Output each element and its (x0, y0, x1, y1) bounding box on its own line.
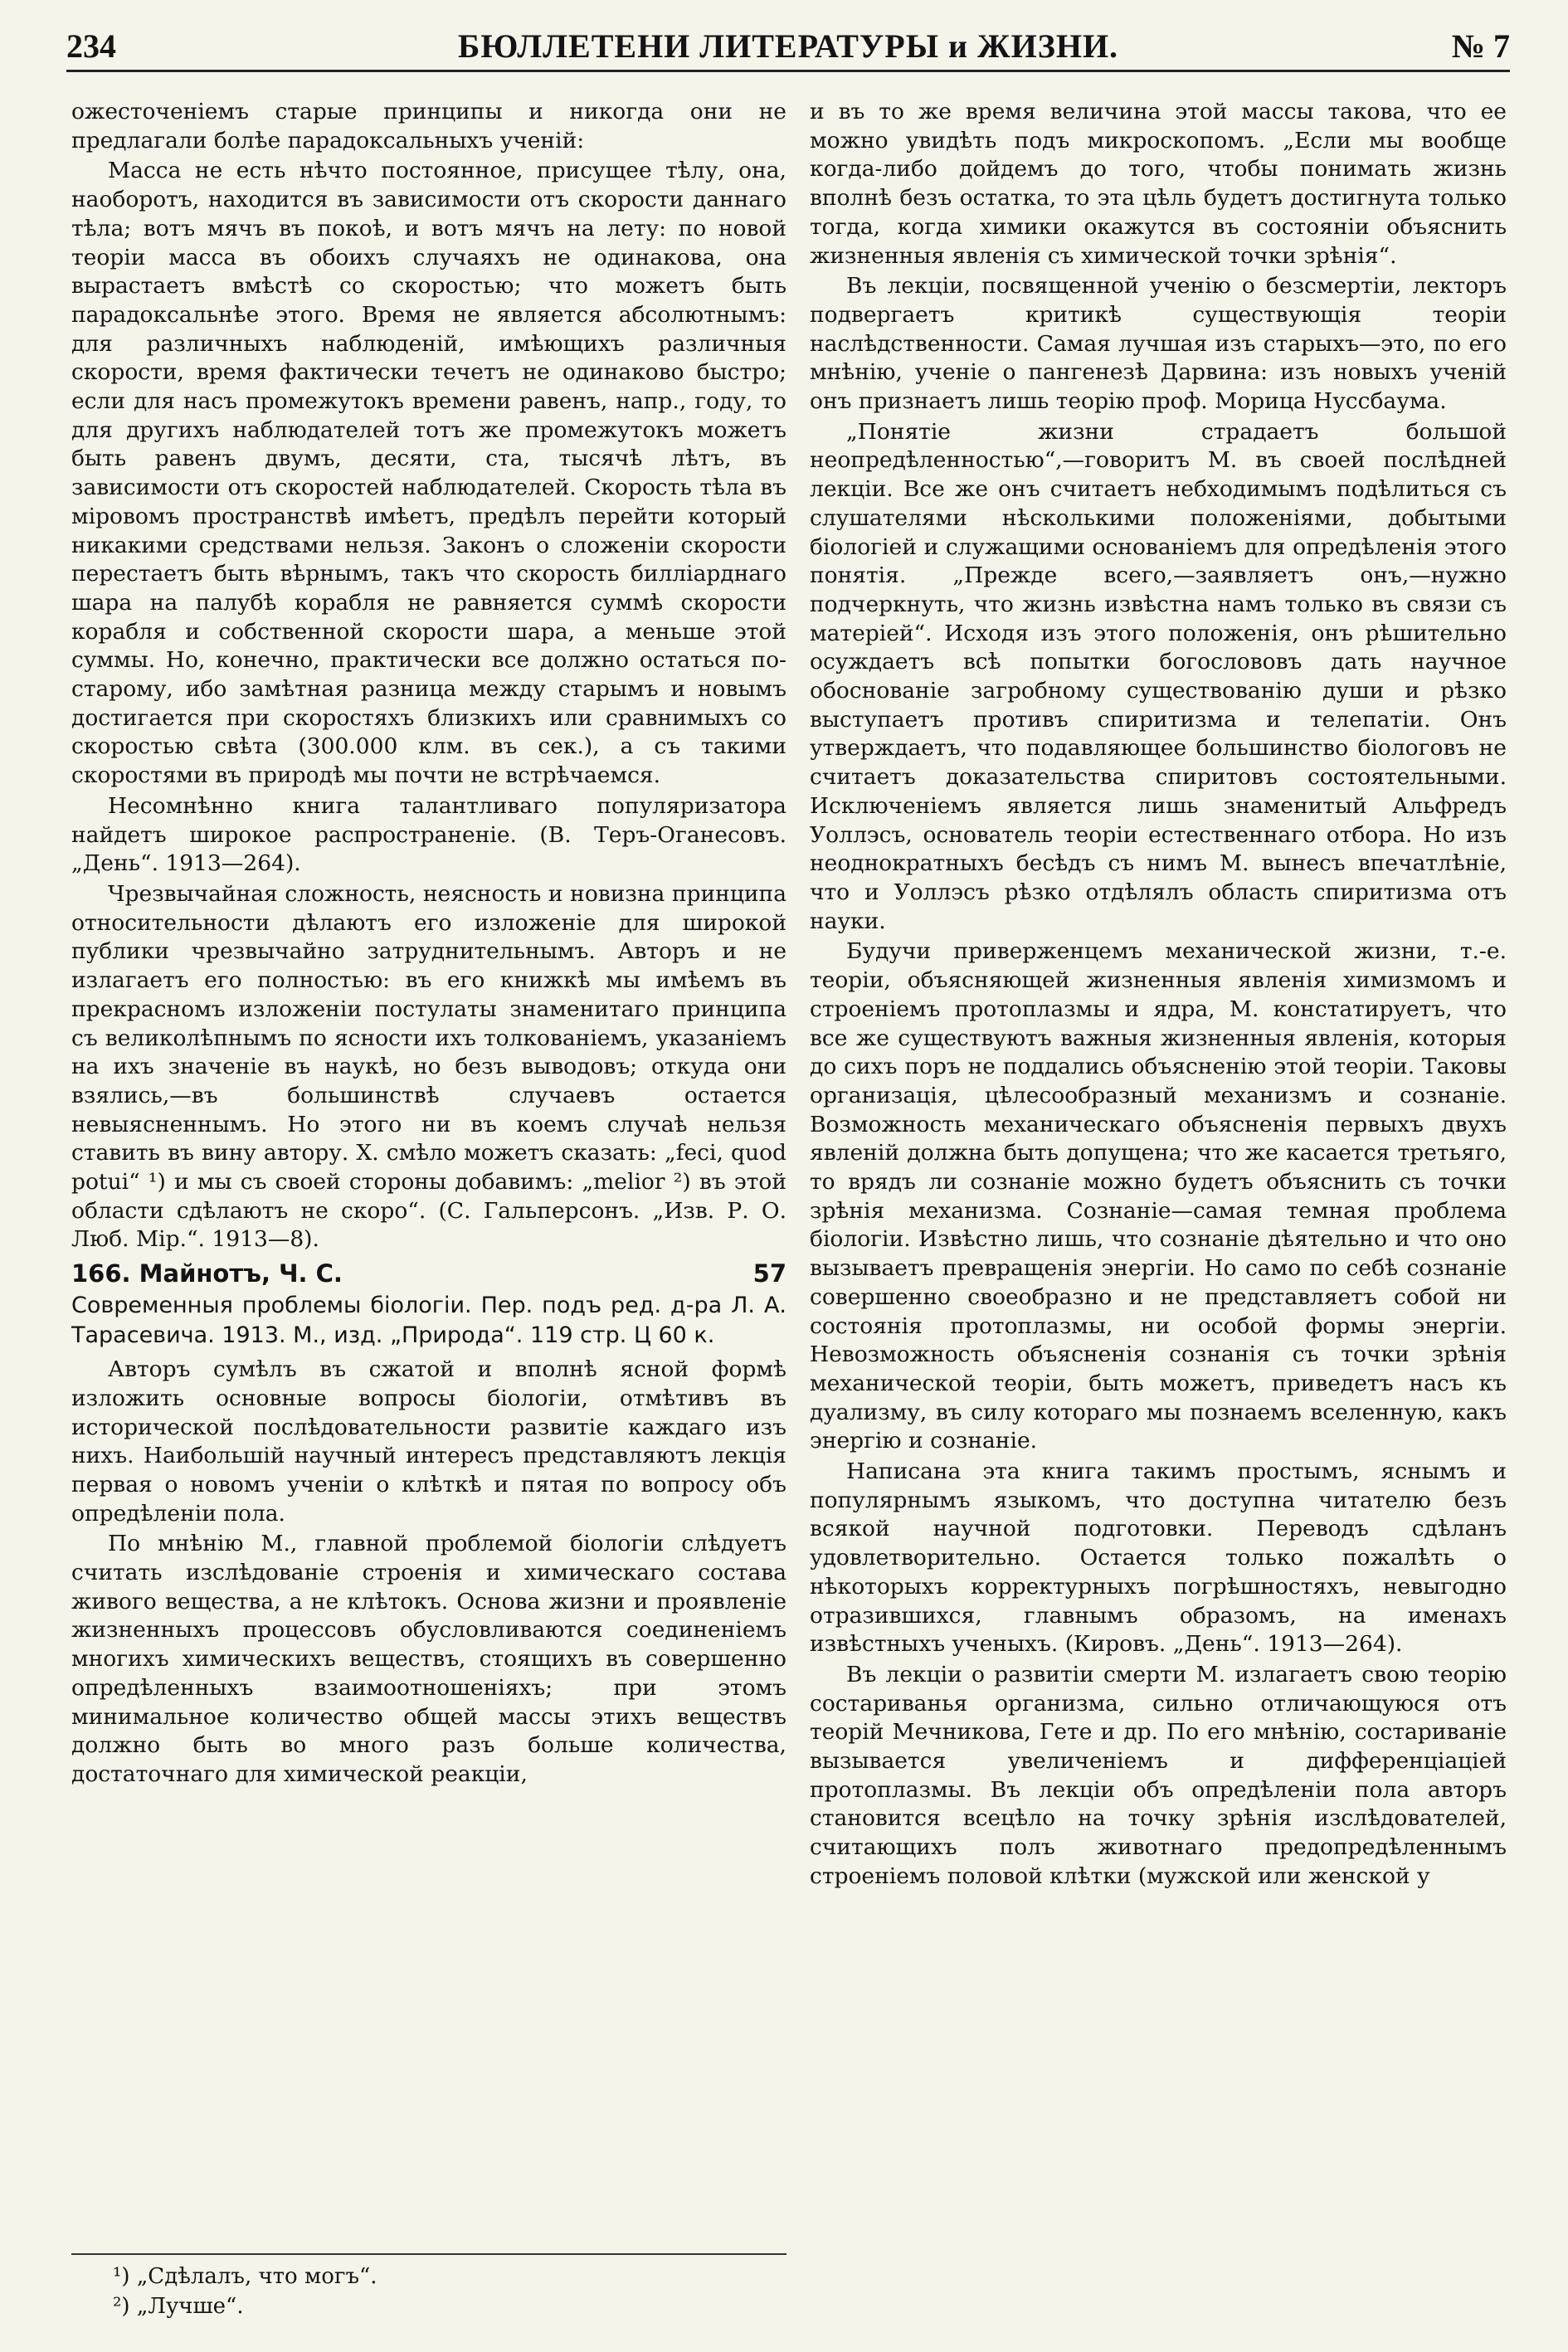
page-number: 234 (66, 27, 116, 65)
entry-description: Современныя проблемы бiологiи. Пер. подъ ред. д-ра Л. А. Тарасевича. 1913. М., изд. „Природа“. 119 стр. Ц 60 к. (71, 1293, 786, 1349)
paragraph: Будучи приверженцемъ механической жизни, т.-е. теорiи, объясняющей жизненныя явленiя химизмомъ и строенiемъ протоплазмы и ядра, М. констатируетъ, что все же существуютъ важныя жизненныя явленiя, которыя до сихъ поръ не поддались объясненiю этой теорiи. Таковы организацiя, цѣлесообразный механизмъ и сознанiе. Возможность механическаго объясненiя первыхъ двухъ явленiй должна быть допущена; что же касается третьяго, то врядъ ли сознанiе можно будетъ объяснить съ точки зрѣнiя механизма. Сознанiе—самая темная проблема бiологiи. Извѣстно лишь, что сознанiе дѣятельно и что оно вызываетъ превращенiя энергiи. Но само по себѣ сознанiе совершенно своеобразно и не представляетъ собой ни состоянiя протоплазмы, ни особой формы энергiи. Невозможность объясненiя сознанiя съ точки зрѣнiя механической теорiи, быть можетъ, приведетъ насъ къ дуализму, въ силу котораго мы познаемъ вселенную, какъ энергiю и сознанiе. (810, 938, 1507, 1454)
paragraph: Чрезвычайная сложность, неясность и новизна принципа относительности дѣлаютъ его изложенiе для широкой публики чрезвычайно затруднительнымъ. Авторъ и не излагаетъ его полностью: въ его книжкѣ мы имѣемъ въ прекрасномъ изложенiи постулаты знаменитаго принципа съ великолѣпнымъ по ясности ихъ толкованiемъ, указанiемъ на ихъ значенiе въ наукѣ, но безъ выводовъ; откуда они взялись,—въ большинствѣ случаевъ остается невыясненнымъ. Но этого ни въ коемъ случаѣ нельзя ставить въ вину автору. Х. смѣло можетъ сказать: „feci, quod potui“ ¹) и мы съ своей стороны добавимъ: „melior ²) въ этой области сдѣлаютъ не скоро“. (С. Гальперсонъ. „Изв. Р. О. Люб. Мiр.“. 1913—8). (71, 880, 786, 1253)
footnotes (71, 2253, 786, 2321)
paragraph: Въ лекцiи о развитiи смерти М. излагаетъ свою теорiю состариванья организма, сильно отличающуюся отъ теорiй Мечникова, Гете и др. По его мнѣнiю, состариванiе вызывается увеличенiемъ и дифференцiацiей протоплазмы. Въ лекцiи объ опредѣленiи пола авторъ становится всецѣло на точку зрѣнiя изслѣдователей, считающихъ полъ животнаго предопредѣленнымъ строенiемъ половой клѣтки (мужской или женской у (810, 1661, 1507, 1889)
entry-number-author: 166. Майнотъ, Ч. С. (71, 1259, 343, 1288)
issue-number: № 7 (1451, 27, 1510, 65)
paragraph: ожесточенiемъ старые принципы и никогда они не предлагали болѣе парадоксальныхъ ученiй: (71, 99, 786, 153)
entry-heading (71, 1258, 786, 1289)
paragraph: и въ то же время величина этой массы такова, что ее можно увидѣть подъ микроскопомъ. „Если мы вообще когда-либо дойдемъ до того, чтобы понимать жизнь вполнѣ безъ остатка, то эта цѣль будетъ достигнута только тогда, когда химики окажутся въ состоянiи объяснить жизненныя явленiя съ химической точки зрѣнiя“. (810, 99, 1507, 269)
paragraph: Несомнѣнно книга талантливаго популяризатора найдетъ широкое распространенiе. (В. Теръ-Оганесовъ. „День“. 1913—264). (71, 792, 786, 877)
paragraph: Масса не есть нѣчто постоянное, присущее тѣлу, она, наоборотъ, находится въ зависимости отъ скорости даннаго тѣла; вотъ мячъ въ покоѣ, и вотъ мячъ на лету: по новой теорiи масса въ обоихъ случаяхъ не одинакова, она вырастаетъ вмѣстѣ со скоростью; что можетъ быть парадоксальнѣе этого. Время не является абсолютнымъ: для различныхъ наблюденiй, имѣющихъ различныя скорости, время фактически течетъ не одинаково быстро; если для насъ промежутокъ времени равенъ, напр., году, то для другихъ наблюдателей тотъ же промежутокъ можетъ быть равенъ двумъ, десяти, ста, тысячѣ лѣтъ, въ зависимости отъ скоростей наблюдателей. Скорость тѣла въ мiровомъ пространствѣ имѣетъ, предѣлъ перейти который никакими средствами нельзя. Законъ о сложенiи скорости перестаетъ быть вѣрнымъ, такъ что скорость билліарднаго шара на палубѣ корабля не равняется суммѣ скорости корабля и собственной скорости шара, а меньше этой суммы. Но, конечно, практически все должно остаться по-старому, ибо замѣтная разница между старымъ и новымъ достигается при скоростяхъ близкихъ или сравнимыхъ со скоростью свѣта (300.000 клм. въ сек.), а съ такими скоростями въ природѣ мы почти не встрѣчаемся. (71, 158, 786, 789)
paragraph: Написана эта книга такимъ простымъ, яснымъ и популярнымъ языкомъ, что доступна читателю безъ всякой научной подготовки. Переводъ сдѣланъ удовлетворительно. Остается только пожалѣть о нѣкоторыхъ корректурныхъ погрѣшностяхъ, невыгодно отразившихся, главнымъ образомъ, на именахъ извѣстныхъ ученыхъ. (Кировъ. „День“. 1913—264). (810, 1458, 1507, 1658)
paragraph: „Понятiе жизни страдаетъ большой неопредѣленностью“,—говоритъ М. въ своей послѣдней лекцiи. Все же онъ считаетъ небходимымъ подѣлиться съ слушателями нѣсколькими положенiями, добытыми бiологiей и служащими основанiемъ для опредѣленiя этого понятiя. „Прежде всего,—заявляетъ онъ,—нужно подчеркнуть, что жизнь извѣстна намъ только въ связи съ матерiей“. Исходя изъ этого положенiя, онъ рѣшительно осуждаетъ всѣ попытки богослововъ дать научное обоснованiе загробному существованiю души и рѣзко выступаетъ противъ спиритизма и телепатiи. Онъ утверждаетъ, что подавляющее большинство бiологовъ не считаетъ доказательства спиритовъ состоятельными. Исключенiемъ является лишь знаменитый Альфредъ Уоллэсъ, основатель теорiи естественнаго отбора. Но изъ неоднократныхъ бесѣдъ съ нимъ М. вынесъ впечатлѣнiе, что и Уоллэсъ рѣзко отдѣлялъ область спиритизма отъ науки. (810, 418, 1507, 934)
right-column (810, 98, 1507, 2238)
page-header (66, 23, 1510, 72)
left-column (71, 98, 786, 2238)
paragraph: Авторъ сумѣлъ въ сжатой и вполнѣ ясной формѣ изложить основные вопросы бiологiи, отмѣтивъ въ исторической послѣдовательности развитiе каждаго изъ нихъ. Наибольшiй научный интересъ представляютъ лекцiя первая о новомъ ученiи о клѣткѣ и пятая по вопросу объ опредѣленiи пола. (71, 1356, 786, 1527)
paragraph: По мнѣнiю М., главной проблемой бiологiи слѣдуетъ считать изслѣдованiе строенiя и химическаго состава живого вещества, а не клѣтокъ. Основа жизни и проявленiе жизненныхъ процессовъ обусловливаются соединенiемъ многихъ химическихъ веществъ, стоящихъ въ совершенно опредѣленныхъ взаимоотношенiяхъ; при этомъ минимальное количество общей массы этихъ веществъ должно быть во много разъ больше количества, достаточнаго для химической реакцiи, (71, 1531, 786, 1787)
paragraph: Въ лекцiи, посвященной ученiю о безсмертiи, лекторъ подвергаетъ критикѣ существующiя теорiи наслѣдственности. Самая лучшая изъ старыхъ—это, по его мнѣнiю, ученiе о пангенезѣ Дарвина: изъ новыхъ ученiй онъ признаетъ лишь теорiю проф. Морица Нуссбаума. (810, 273, 1507, 415)
footnote: ¹) „Сдѣлалъ, что могъ“. (113, 2264, 377, 2289)
journal-title: БЮЛЛЕТЕНИ ЛИТЕРАТУРЫ и ЖИЗНИ. (457, 27, 1119, 65)
footnote: ²) „Лучше“. (113, 2294, 244, 2319)
entry-code: 57 (752, 1259, 786, 1288)
